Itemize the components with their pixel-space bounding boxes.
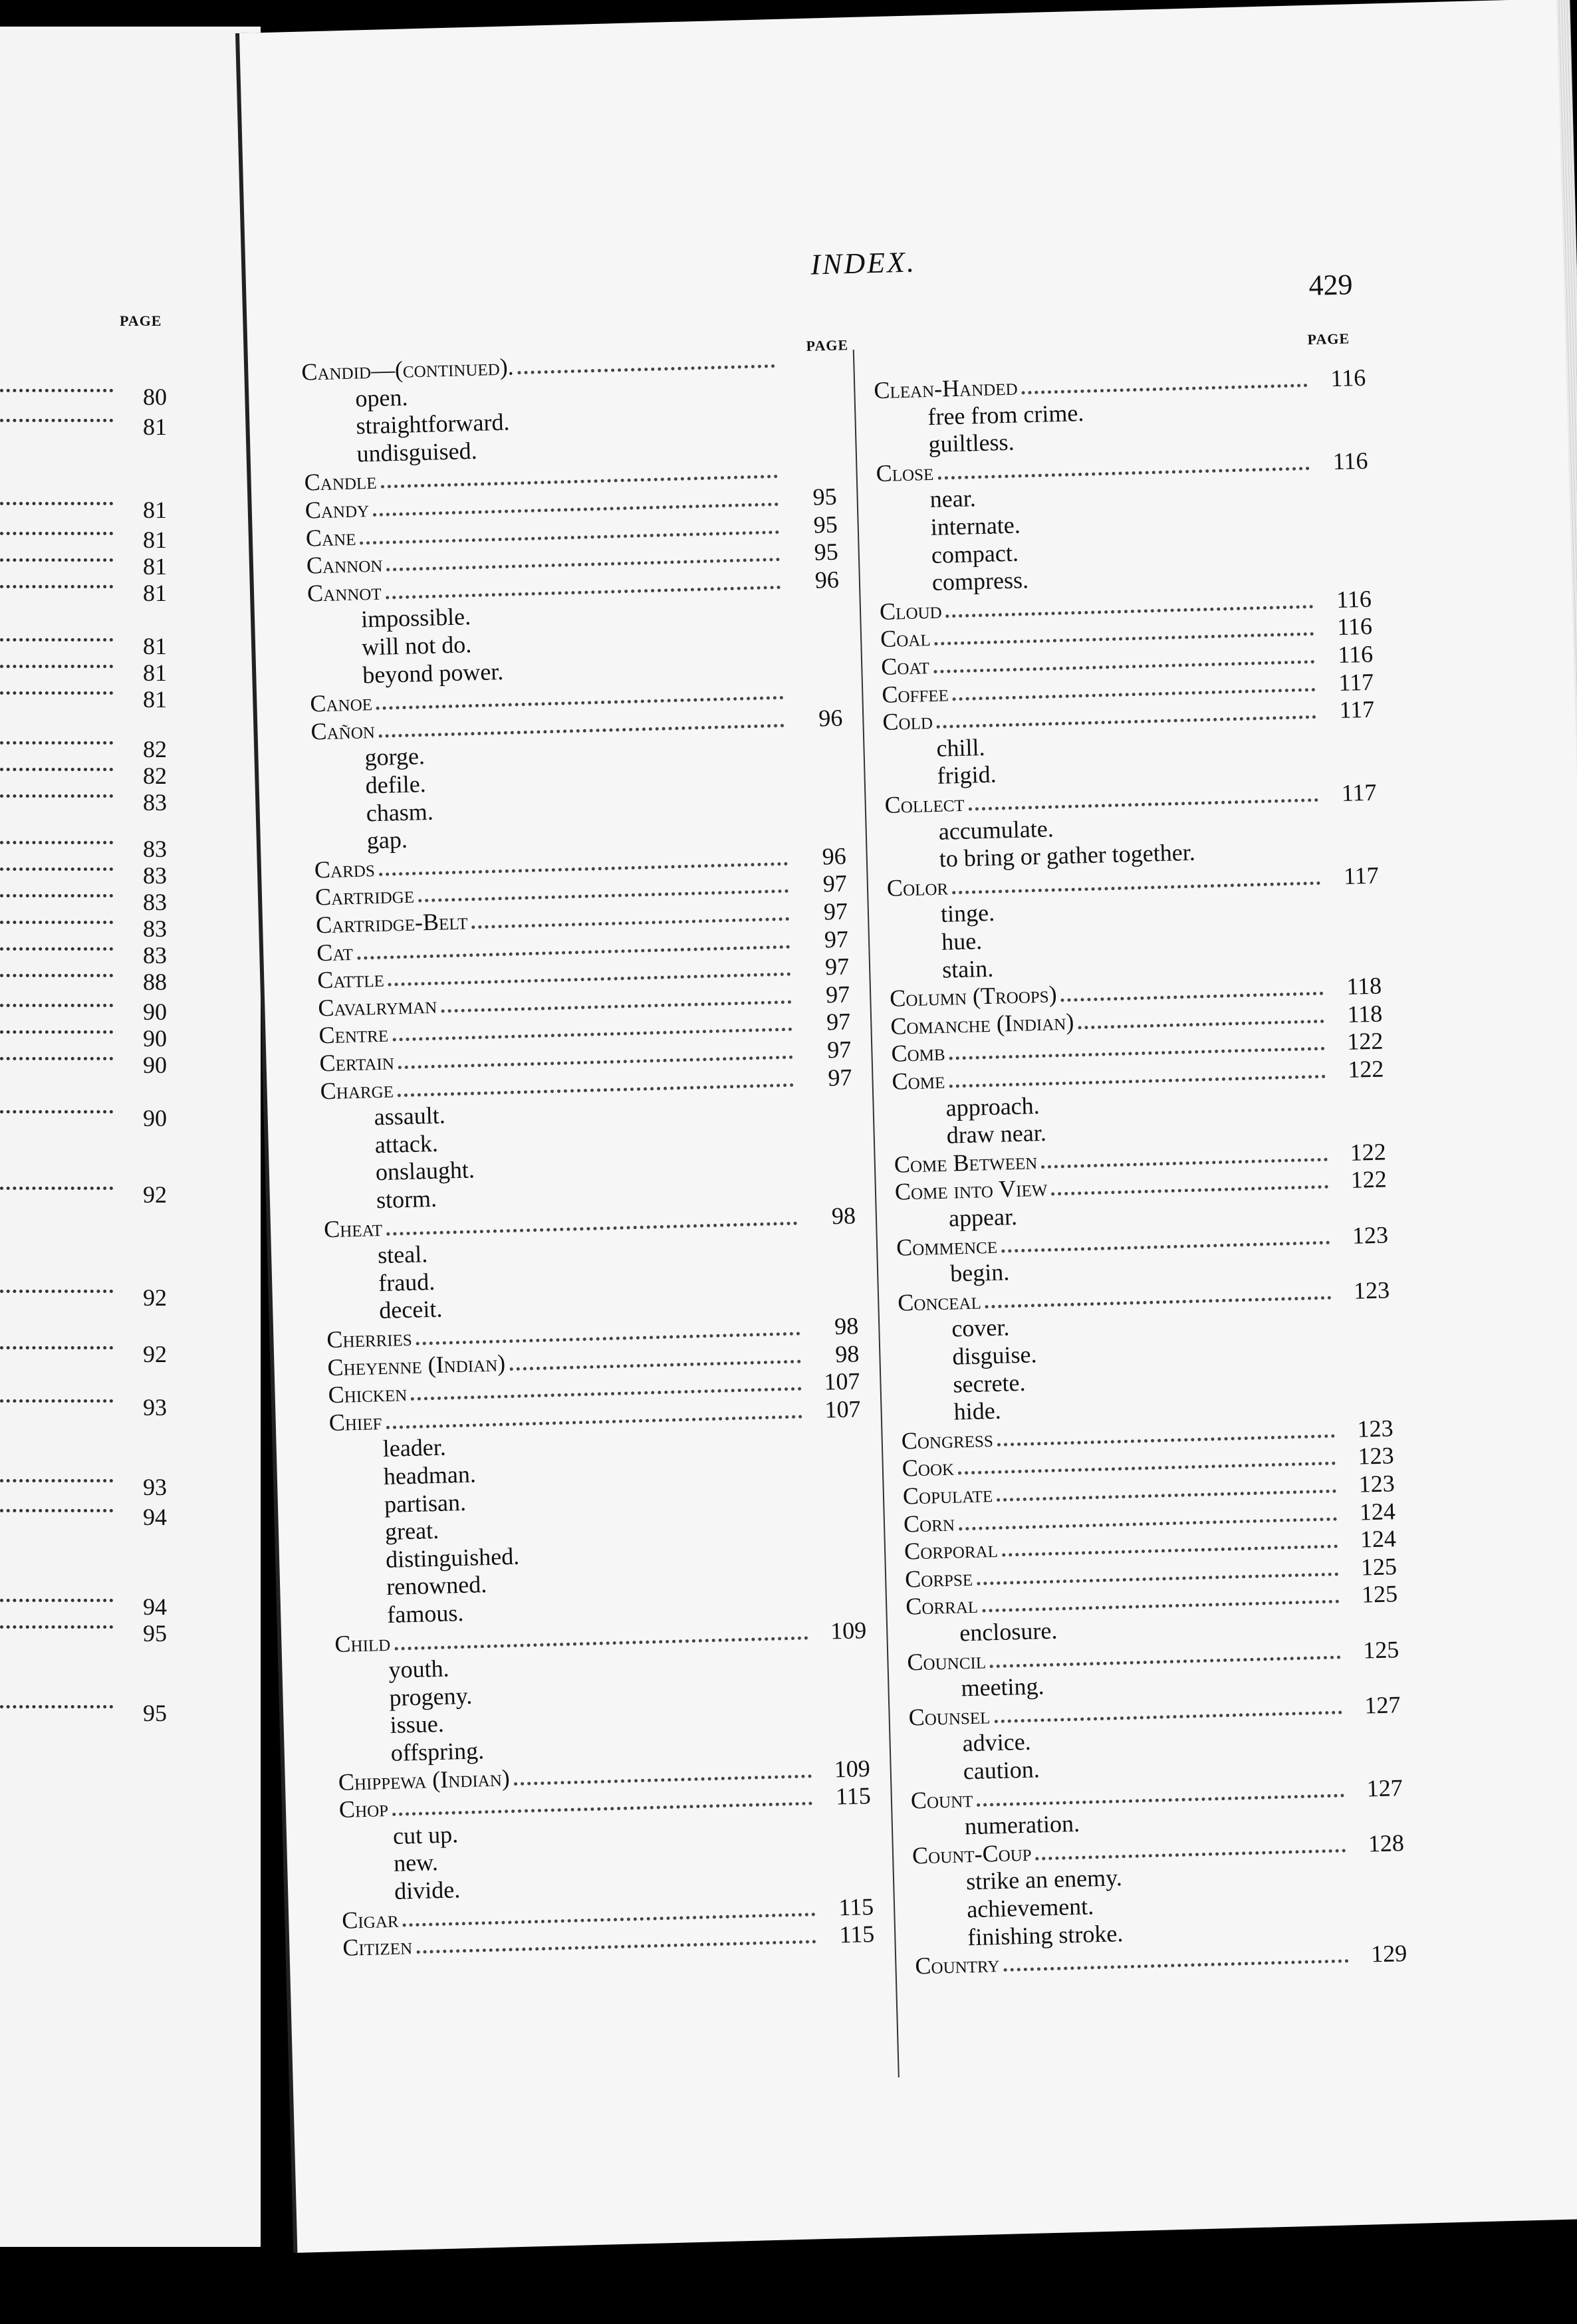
entry-page-number: 125 xyxy=(1360,1553,1397,1581)
index-subentry: divide. xyxy=(394,1876,461,1905)
entry-term: Cartridge xyxy=(314,881,415,911)
entry-page-number: 98 xyxy=(834,1312,859,1340)
index-entry xyxy=(874,363,1366,405)
entry-page-number: 124 xyxy=(1359,1498,1396,1526)
index-subentry: advice. xyxy=(962,1728,1032,1757)
index-subentry: compact. xyxy=(931,539,1019,569)
dot-leader xyxy=(398,1084,794,1098)
dot-leader xyxy=(0,768,113,771)
dot-leader xyxy=(518,364,775,374)
entry-page-number: 128 xyxy=(1368,1829,1405,1857)
entry-term: Cheyenne (Indian) xyxy=(327,1349,506,1381)
entry-term: Come into View xyxy=(894,1174,1048,1205)
entry-term: Come Between xyxy=(894,1147,1038,1178)
entry-page-number: 116 xyxy=(1336,612,1373,641)
entry-term: Chop xyxy=(338,1795,389,1823)
entry-page-number: 115 xyxy=(835,1782,872,1810)
index-subentry: great. xyxy=(384,1516,439,1546)
entry-term: Cherries xyxy=(326,1324,413,1353)
entry-term: Comb xyxy=(890,1038,945,1067)
entry-term: Comanche (Indian) xyxy=(890,1008,1074,1040)
index-subentry: enclosure. xyxy=(959,1617,1058,1647)
left-page-number: 81 xyxy=(143,413,167,440)
index-subentry: free from crime. xyxy=(927,399,1084,431)
entry-page-number: 95 xyxy=(814,538,839,566)
dot-leader xyxy=(1051,1185,1328,1196)
left-page-number: 93 xyxy=(143,1394,167,1421)
index-subentry: storm. xyxy=(376,1185,437,1214)
entry-term: Cat xyxy=(316,939,354,967)
index-subentry: to bring or gather together. xyxy=(939,838,1196,872)
dot-leader xyxy=(0,947,113,951)
index-subentry: accumulate. xyxy=(938,815,1054,845)
dot-leader xyxy=(0,1057,113,1060)
right-column-page-header: PAGE xyxy=(1307,330,1350,348)
dot-leader xyxy=(386,586,781,600)
dot-leader xyxy=(0,1399,113,1403)
entry-term: Chicken xyxy=(328,1379,408,1409)
dot-leader xyxy=(0,1290,113,1293)
entry-page-number: 118 xyxy=(1347,1000,1383,1028)
dot-leader xyxy=(0,894,113,897)
index-subentry: stain. xyxy=(941,955,994,983)
entry-page-number: 97 xyxy=(826,1008,851,1036)
left-page-number: 92 xyxy=(143,1181,167,1208)
entry-page-number: 116 xyxy=(1337,640,1374,669)
dot-leader xyxy=(0,1030,113,1034)
index-subentry: deceit. xyxy=(378,1295,443,1324)
index-column-right xyxy=(873,363,1407,1980)
left-page-number: 83 xyxy=(143,889,167,915)
entry-page-number: 97 xyxy=(823,897,848,925)
left-page-column-header: PAGE xyxy=(120,312,162,329)
entry-page-number: 97 xyxy=(825,981,850,1008)
entry-term: Cheat xyxy=(323,1214,383,1243)
index-subentry: near. xyxy=(929,485,977,513)
index-subentry: will not do. xyxy=(361,631,472,661)
entry-term: Chippewa (Indian) xyxy=(338,1764,511,1796)
entry-term: Charge xyxy=(320,1076,394,1105)
dot-leader xyxy=(952,881,1320,894)
entry-page-number: 116 xyxy=(1336,585,1372,614)
entry-term: Conceal xyxy=(897,1287,982,1316)
dot-leader xyxy=(0,921,113,924)
entry-term: Counsel xyxy=(908,1702,991,1731)
entry-term: Congress xyxy=(901,1425,994,1454)
entry-term: Come xyxy=(892,1066,945,1095)
dot-leader xyxy=(937,467,1309,480)
index-subentry: cover. xyxy=(951,1314,1010,1342)
dot-leader xyxy=(0,558,113,562)
entry-term: Color xyxy=(886,873,949,901)
left-page-number: 90 xyxy=(143,1105,167,1131)
index-subentry: approach. xyxy=(945,1092,1040,1121)
entry-page-number: 98 xyxy=(831,1202,856,1230)
dot-leader xyxy=(392,1801,812,1816)
left-page-number: 82 xyxy=(143,736,167,762)
index-subentry: chill. xyxy=(936,734,986,762)
entry-page-number: 115 xyxy=(838,1920,875,1948)
entry-page-number: 123 xyxy=(1352,1221,1389,1249)
entry-page-number: 107 xyxy=(823,1367,860,1395)
entry-term: Corn xyxy=(903,1509,955,1538)
left-page xyxy=(0,27,261,2247)
entry-page-number: 117 xyxy=(1343,862,1380,889)
entry-page-number: 96 xyxy=(818,704,843,732)
index-subentry: offspring. xyxy=(390,1737,485,1766)
entry-term: Count xyxy=(910,1786,973,1814)
entry-page-number: 117 xyxy=(1338,668,1374,697)
left-page-number: 83 xyxy=(143,915,167,942)
entry-term: Cartridge-Belt xyxy=(315,907,469,939)
left-page-number: 92 xyxy=(143,1341,167,1367)
index-subentry: beyond power. xyxy=(362,657,504,689)
dot-leader xyxy=(982,1600,1339,1613)
entry-term: Collect xyxy=(884,789,965,818)
index-subentry: impossible. xyxy=(360,603,471,633)
dot-leader xyxy=(937,715,1316,729)
index-subentry: onslaught. xyxy=(375,1156,475,1186)
entry-page-number xyxy=(778,477,836,478)
entry-page-number: 115 xyxy=(838,1893,874,1921)
entry-term: Citizen xyxy=(342,1932,413,1961)
dot-leader xyxy=(0,585,113,588)
entry-term: Cook xyxy=(902,1453,955,1482)
entry-page-number xyxy=(775,366,833,368)
entry-page-number: 95 xyxy=(813,511,838,538)
dot-leader xyxy=(1001,1241,1330,1253)
index-subentry: gorge. xyxy=(364,743,425,771)
entry-term: Cañon xyxy=(310,717,376,745)
entry-term: Canoe xyxy=(309,689,373,717)
dot-leader xyxy=(386,1415,802,1429)
left-page-number: 83 xyxy=(143,789,167,816)
dot-leader xyxy=(0,691,113,695)
index-subentry: famous. xyxy=(386,1599,464,1628)
index-subentry: leader. xyxy=(382,1433,447,1462)
left-page-number: 94 xyxy=(143,1593,167,1620)
entry-term: Candid—(continued). xyxy=(301,353,515,386)
entry-page-number: 109 xyxy=(834,1755,871,1783)
dot-leader xyxy=(1022,384,1308,394)
left-page-number: 83 xyxy=(143,836,167,862)
entry-page-number: 123 xyxy=(1358,1442,1395,1470)
entry-term: Clean-Handed xyxy=(873,373,1018,404)
entry-page-number: 129 xyxy=(1370,1940,1407,1968)
entry-page-number: 96 xyxy=(814,566,840,594)
dot-leader xyxy=(0,665,113,668)
dot-leader xyxy=(1061,992,1324,1002)
entry-term: Copulate xyxy=(902,1480,993,1510)
left-page-number: 81 xyxy=(143,526,167,553)
entry-page-number: 97 xyxy=(826,1036,852,1064)
entry-term: Corporal xyxy=(904,1535,999,1565)
left-page-number: 81 xyxy=(143,553,167,580)
left-page-number: 82 xyxy=(143,762,167,789)
index-subentry: progeny. xyxy=(389,1682,473,1711)
running-head: INDEX. xyxy=(810,245,917,281)
entry-term: Council xyxy=(906,1647,987,1676)
entry-page-number: 97 xyxy=(827,1064,852,1092)
dot-leader xyxy=(994,1710,1342,1723)
index-subentry: hide. xyxy=(953,1397,1002,1425)
dot-leader xyxy=(0,419,113,422)
dot-leader xyxy=(0,532,113,535)
entry-term: Column (Troops) xyxy=(889,981,1058,1012)
entry-term: Cannon xyxy=(306,550,383,579)
left-page-number: 81 xyxy=(143,633,167,659)
entry-page-number: 127 xyxy=(1366,1774,1403,1802)
index-subentry: frigid. xyxy=(937,760,997,789)
entry-page-number: 124 xyxy=(1360,1525,1397,1553)
index-subentry: renowned. xyxy=(386,1571,487,1601)
entry-page-number: 125 xyxy=(1362,1636,1399,1664)
index-subentry: gap. xyxy=(366,826,408,854)
entry-page-number: 97 xyxy=(822,870,848,897)
entry-term: Candy xyxy=(304,495,370,524)
dot-leader xyxy=(0,1509,113,1512)
left-page-number: 81 xyxy=(143,580,167,606)
index-subentry: cut up. xyxy=(392,1821,459,1849)
entry-page-number: 95 xyxy=(812,483,838,511)
index-subentry: youth. xyxy=(388,1655,450,1683)
index-subentry: strike an enemy. xyxy=(965,1864,1123,1895)
entry-term: Corpse xyxy=(904,1564,973,1593)
dot-leader xyxy=(0,1625,113,1629)
dot-leader xyxy=(990,1655,1340,1668)
right-page xyxy=(239,0,1577,2253)
dot-leader xyxy=(0,841,113,844)
entry-term: Count-Coup xyxy=(911,1839,1032,1869)
entry-page-number: 117 xyxy=(1341,778,1377,806)
index-subentry: secrete. xyxy=(953,1369,1026,1398)
index-subentry: headman. xyxy=(383,1460,477,1490)
index-subentry: begin. xyxy=(949,1258,1010,1287)
index-subentry: hue. xyxy=(941,927,983,955)
left-page-number: 95 xyxy=(143,1620,167,1647)
page-number: 429 xyxy=(1308,268,1354,302)
left-page-number: 92 xyxy=(143,1284,167,1311)
entry-term: Coffee xyxy=(881,679,949,709)
entry-term: Cavalryman xyxy=(317,991,437,1022)
index-subentry: distinguished. xyxy=(385,1542,520,1573)
dot-leader xyxy=(379,724,785,738)
entry-term: Chief xyxy=(328,1408,382,1437)
left-column-page-header: PAGE xyxy=(806,336,849,354)
dot-leader xyxy=(394,1636,808,1650)
left-page-number: 81 xyxy=(143,497,167,523)
index-entry xyxy=(301,344,834,387)
index-subentry: meeting. xyxy=(961,1673,1044,1702)
entry-page-number: 98 xyxy=(834,1340,860,1368)
entry-term: Cane xyxy=(305,523,356,552)
dot-leader xyxy=(0,1599,113,1602)
index-subentry: new. xyxy=(393,1849,439,1877)
dot-leader xyxy=(0,741,113,745)
index-subentry: open. xyxy=(354,384,408,412)
index-subentry: steal. xyxy=(377,1240,428,1269)
dot-leader xyxy=(416,1940,816,1954)
entry-term: Centre xyxy=(318,1020,389,1049)
index-subentry: chasm. xyxy=(366,798,434,827)
dot-leader xyxy=(0,868,113,871)
entry-term: Candle xyxy=(304,467,377,496)
entry-term: Cards xyxy=(314,855,376,883)
dot-leader xyxy=(1003,1959,1348,1972)
entry-term: Cloud xyxy=(879,596,943,626)
dot-leader xyxy=(977,1794,1344,1806)
left-page-number: 93 xyxy=(143,1474,167,1500)
entry-page-number xyxy=(784,698,842,699)
index-subentry: caution. xyxy=(963,1756,1040,1785)
dot-leader xyxy=(0,502,113,505)
entry-term: Country xyxy=(914,1950,1000,1980)
entry-term: Coal xyxy=(880,624,931,653)
left-page-number: 83 xyxy=(143,862,167,889)
entry-page-number: 122 xyxy=(1350,1165,1388,1193)
dot-leader xyxy=(1036,1849,1346,1860)
index-subentry: guiltless. xyxy=(928,428,1015,458)
entry-page-number: 122 xyxy=(1347,1055,1384,1083)
index-subentry: appear. xyxy=(948,1203,1018,1232)
entry-term: Commence xyxy=(896,1231,998,1261)
index-subentry: defile. xyxy=(365,770,427,799)
left-page-number: 80 xyxy=(143,384,167,410)
entry-page-number: 116 xyxy=(1330,364,1366,392)
entry-page-number: 97 xyxy=(824,953,850,981)
entry-page-number: 123 xyxy=(1358,1470,1395,1498)
index-subentry: disguise. xyxy=(951,1341,1037,1370)
entry-page-number: 123 xyxy=(1357,1415,1394,1443)
entry-term: Child xyxy=(334,1629,391,1658)
entry-term: Cold xyxy=(882,707,933,736)
entry-page-number: 107 xyxy=(824,1395,862,1423)
index-subentry: internate. xyxy=(930,511,1021,541)
dot-leader xyxy=(0,1479,113,1482)
page-edge xyxy=(1556,0,1577,2218)
index-subentry: draw near. xyxy=(946,1119,1047,1149)
dot-leader xyxy=(985,1296,1332,1309)
index-subentry: assault. xyxy=(374,1102,446,1131)
left-page-number: 90 xyxy=(143,1052,167,1078)
entry-term: Close xyxy=(876,458,934,487)
entry-term: Cigar xyxy=(341,1905,399,1934)
dot-leader xyxy=(0,1705,113,1708)
entry-term: Certain xyxy=(319,1048,395,1077)
entry-page-number: 97 xyxy=(824,925,849,953)
dot-leader xyxy=(969,798,1318,811)
left-page-number: 88 xyxy=(143,969,167,995)
index-subentry: partisan. xyxy=(384,1488,467,1518)
entry-page-number: 109 xyxy=(830,1617,867,1645)
entry-page-number: 96 xyxy=(822,842,847,870)
left-page-number: 90 xyxy=(143,998,167,1025)
index-subentry: numeration. xyxy=(964,1809,1080,1840)
entry-term: Corral xyxy=(905,1591,979,1620)
left-page-number: 83 xyxy=(143,942,167,969)
entry-page-number: 118 xyxy=(1346,972,1382,1000)
index-subentry: finishing stroke. xyxy=(967,1920,1124,1951)
entry-term: Cattle xyxy=(316,965,385,994)
entry-page-number: 117 xyxy=(1339,695,1375,724)
dot-leader xyxy=(386,1222,797,1236)
entry-term: Cannot xyxy=(306,578,382,607)
dot-leader xyxy=(0,1004,113,1007)
dot-leader xyxy=(0,1110,113,1113)
left-page-number: 95 xyxy=(143,1700,167,1726)
entry-page-number: 122 xyxy=(1350,1138,1387,1166)
index-subentry: tinge. xyxy=(940,899,995,927)
index-subentry: achievement. xyxy=(966,1893,1094,1923)
dot-leader xyxy=(0,1346,113,1349)
entry-page-number: 125 xyxy=(1361,1580,1398,1608)
entry-page-number: 122 xyxy=(1346,1027,1384,1055)
left-page-number: 81 xyxy=(143,686,167,713)
dot-leader xyxy=(0,389,113,392)
index-subentry: fraud. xyxy=(378,1268,435,1297)
index-subentry: attack. xyxy=(374,1129,439,1159)
index-subentry: undisguised. xyxy=(356,437,478,467)
left-page-number: 90 xyxy=(143,1025,167,1052)
dot-leader xyxy=(0,974,113,977)
left-page-number: 94 xyxy=(143,1504,167,1530)
index-subentry: issue. xyxy=(390,1710,445,1738)
entry-page-number: 127 xyxy=(1364,1691,1401,1719)
dot-leader xyxy=(0,638,113,641)
dot-leader xyxy=(0,1187,113,1190)
entry-page-number: 123 xyxy=(1353,1276,1390,1304)
entry-page-number: 116 xyxy=(1332,447,1368,475)
dot-leader xyxy=(949,1075,1325,1088)
index-subentry: compress. xyxy=(931,566,1029,596)
entry-term: Coat xyxy=(880,652,930,681)
index-subentry: straightforward. xyxy=(355,408,510,439)
left-page-number: 81 xyxy=(143,659,167,686)
dot-leader xyxy=(0,794,113,798)
